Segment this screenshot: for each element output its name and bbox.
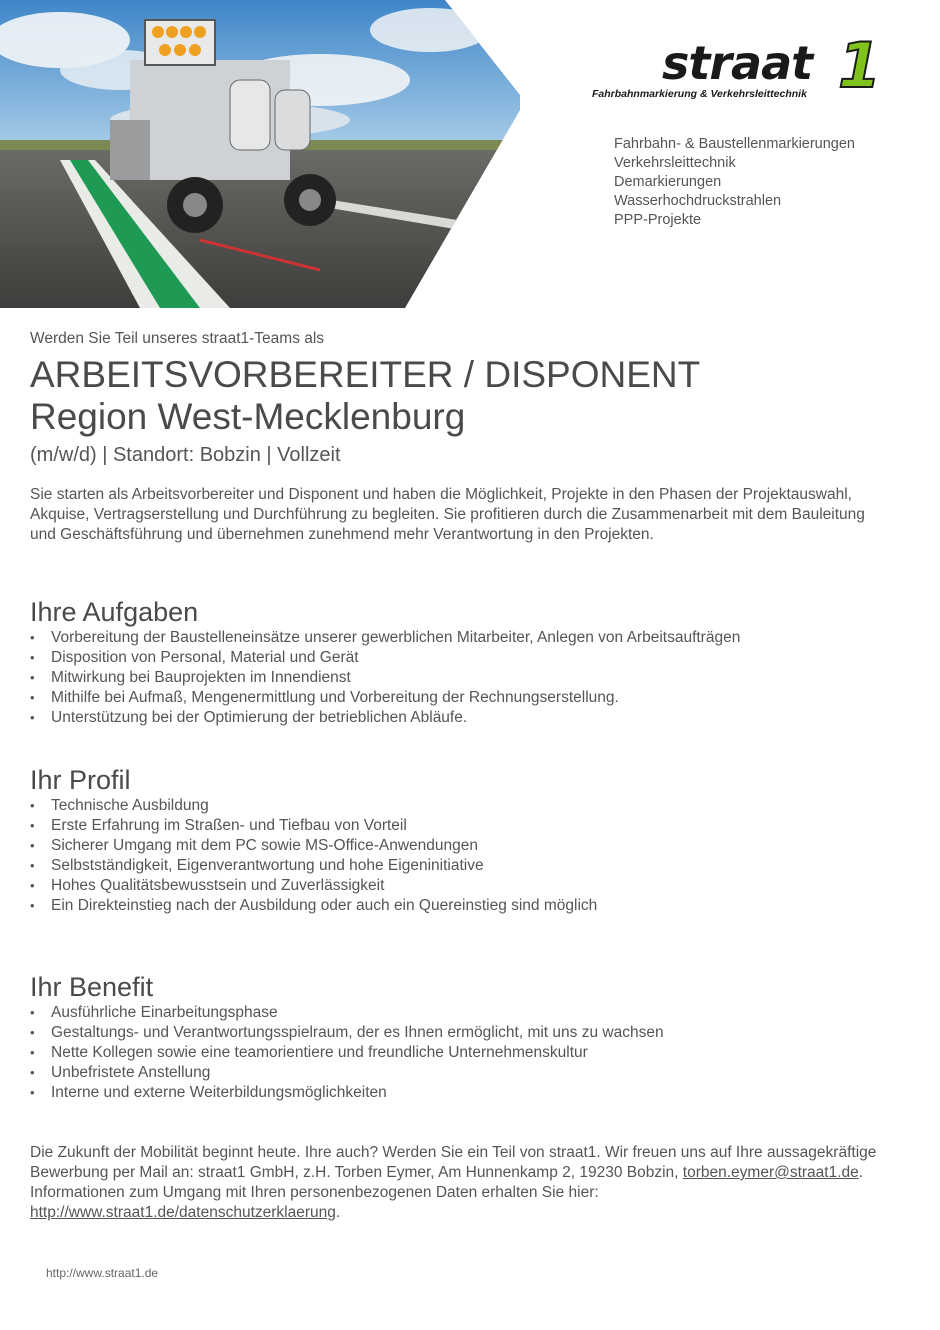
company-logo bbox=[590, 29, 890, 108]
profile-section bbox=[30, 764, 890, 916]
list-item: • Hohes Qualitätsbewusstsein und Zuverlässigkeit bbox=[30, 876, 890, 896]
list-item: • Interne und externe Weiterbildungsmöglichkeiten bbox=[30, 1083, 890, 1103]
footer-url: http://www.straat1.de bbox=[46, 1266, 159, 1280]
tasks-heading: Ihre Aufgaben bbox=[30, 597, 199, 627]
list-item: • Disposition von Personal, Material und Gerät bbox=[30, 648, 890, 668]
tasks-list bbox=[30, 628, 890, 728]
list-item: • Ausführliche Einarbeitungsphase bbox=[30, 1003, 890, 1023]
closing-text-2: . Informationen zum Umgang mit Ihren personenbezogenen Daten erhalten Sie hier: bbox=[30, 1164, 864, 1201]
closing-paragraph bbox=[30, 1143, 890, 1223]
list-item: • Erste Erfahrung im Straßen- und Tiefbau von Vorteil bbox=[30, 816, 890, 836]
list-item: • Mithilfe bei Aufmaß, Mengenermittlung und Vorbereitung der Rechnungserstellung. bbox=[30, 688, 890, 708]
list-item: • Nette Kollegen sowie eine teamorientiere und freundliche Unternehmenskultur bbox=[30, 1043, 890, 1063]
profile-heading: Ihr Profil bbox=[30, 765, 131, 795]
job-intro: Werden Sie Teil unseres straat1-Teams als bbox=[30, 330, 325, 347]
tasks-section bbox=[30, 596, 890, 728]
job-subtitle: (m/w/d) | Standort: Bobzin | Vollzeit bbox=[30, 444, 341, 466]
service-item: Demarkierungen bbox=[614, 174, 722, 190]
privacy-link[interactable]: http://www.straat1.de/datenschutzerklaerung bbox=[30, 1204, 336, 1221]
benefits-list bbox=[30, 1003, 890, 1103]
service-item: Wasserhochdruckstrahlen bbox=[614, 193, 782, 209]
list-item: • Vorbereitung der Baustelleneinsätze unserer gewerblichen Mitarbeiter, Anlegen von Arbeitsaufträgen bbox=[30, 628, 890, 648]
list-item: • Unterstützung bei der Optimierung der betrieblichen Abläufe. bbox=[30, 708, 890, 728]
profile-list bbox=[30, 796, 890, 916]
job-description: Sie starten als Arbeitsvorbereiter und Disponent und haben die Möglichkeit, Projekte in den Phasen der Projektauswahl, Akquise, Vertragserstellung und Durchführung zu begleiten. Sie profitieren durch die Zusammenarbeit mit dem Bauleitung und Geschäftsführung und übernehmen zunehmend mehr Verantwortung in den Projekten. bbox=[30, 486, 865, 543]
hero-photo-road-marking-vehicle bbox=[0, 0, 520, 308]
job-header bbox=[30, 330, 880, 545]
service-item: Fahrbahn- & Baustellenmarkierungen bbox=[614, 136, 855, 152]
service-item: Verkehrsleittechnik bbox=[614, 155, 736, 171]
services-list bbox=[614, 135, 855, 230]
list-item: • Technische Ausbildung bbox=[30, 796, 890, 816]
job-title bbox=[30, 354, 880, 438]
job-title-line2: Region West-Mecklenburg bbox=[30, 396, 466, 437]
logo-tagline: Fahrbahnmarkierung & Verkehrsleittechnik bbox=[592, 88, 807, 100]
service-item: PPP-Projekte bbox=[614, 212, 702, 228]
list-item: • Sicherer Umgang mit dem PC sowie MS-Office-Anwendungen bbox=[30, 836, 890, 856]
benefits-section bbox=[30, 971, 890, 1103]
list-item: • Unbefristete Anstellung bbox=[30, 1063, 890, 1083]
benefits-heading: Ihr Benefit bbox=[30, 972, 154, 1002]
logo-wordmark: straat bbox=[662, 36, 813, 90]
logo-digit: 1 bbox=[838, 29, 882, 102]
job-title-line1: ARBEITSVORBEREITER / DISPONENT bbox=[30, 354, 701, 395]
list-item: • Gestaltungs- und Verantwortungsspielraum, der es Ihnen ermöglicht, mit uns zu wachsen bbox=[30, 1023, 890, 1043]
email-link[interactable]: torben.eymer@straat1.de bbox=[682, 1164, 859, 1181]
list-item: • Ein Direkteinstieg nach der Ausbildung oder auch ein Quereinstieg sind möglich bbox=[30, 896, 890, 916]
list-item: • Selbstständigkeit, Eigenverantwortung und hohe Eigeninitiative bbox=[30, 856, 890, 876]
closing-text-1: Die Zukunft der Mobilität beginnt heute. Ihre auch? Werden Sie ein Teil von straat1. Wir freuen uns auf Ihre aussagekräftige Bewerbung per Mail an: straat1 GmbH, z.H. Torben Eymer, Am Hunnenkamp 2, 19230 Bobzin, bbox=[30, 1144, 877, 1181]
list-item: • Mitwirkung bei Bauprojekten im Innendienst bbox=[30, 668, 890, 688]
closing-text-3: . bbox=[335, 1204, 341, 1221]
